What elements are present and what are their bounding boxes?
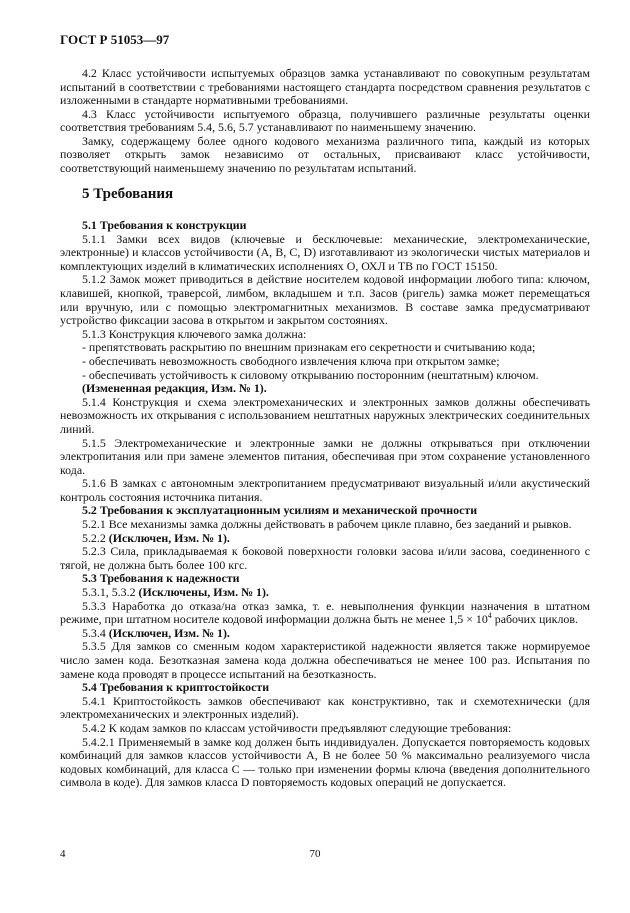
subsection-5-1-title: 5.1 Требования к конструкции <box>82 218 247 232</box>
bullet-item: - обеспечивать невозможность свободного извлечения ключа при открытом замке; <box>82 353 500 368</box>
paragraph-5-1-5: 5.1.5 Электромеханические и электронные замки не должны открываться при отключении электропитания или при замене элементов питания, обеспечивая при этом сохранение установленного кода. <box>60 435 590 477</box>
paragraph-5-3-4 <box>60 627 590 641</box>
paragraph-4-2: 4.2 Класс устойчивости испытуемых образцов замка устанавливают по совокупным результатам испытаний в соответствии с требованиями настоящего стандарта посредством сравнения результатов с изложенными в стандарте нормативными требованиями. <box>60 66 590 107</box>
section-title: 5 Требования <box>82 186 174 202</box>
page-number: 4 <box>60 848 66 860</box>
amendment-note: (Измененная редакция, Изм. № 1). <box>82 381 267 396</box>
paragraph-5-1-3: 5.1.3 Конструкция ключевого замка должна: <box>82 326 307 341</box>
clause-number: 5.2.2 <box>82 530 109 545</box>
clause-number: 5.3.1, 5.3.2 <box>82 585 139 600</box>
subsection-5-4-title: 5.4 Требования к криптостойкости <box>82 680 270 695</box>
exponent: 4 <box>487 611 492 621</box>
clause-number: 5.3.4 <box>82 625 109 640</box>
paragraph-multiple-mechanisms: Замку, содержащему более одного кодового механизма различного типа, каждый из которых позволяет открыть замок независимо от остальных, присваивают класс устойчивости, соответствующий наименьшему значению по результатам испытаний. <box>60 133 590 175</box>
paragraph-4-3: 4.3 Класс устойчивости испытуемого образца, получившего различные результаты оценки соответствия требованиям 5.4, 5.6, 5.7 устанавливают по наименьшему значению. <box>60 106 590 134</box>
paragraph-5-2-3: 5.2.3 Сила, прикладываемая к боковой поверхности головки засова и/или засова, соединенного с тягой, не должна быть более 100 кгс. <box>60 544 590 572</box>
bullet-item: - обеспечивать устойчивость к силовому открыванию посторонним (нештатным) ключом. <box>82 367 539 382</box>
paragraph-5-1-2: 5.1.2 Замок может приводиться в действие носителем кодовой информации любого типа: ключом, клавишей, кнопкой, траверсой, лимбом, вкладышем и т.п. Засов (ригель) замка может перемещаться или вручную, или с помощью электромагнитных механизмов. В составе замка предусматривают устройство фиксации засова в открытом и закрытом состояниях. <box>60 272 590 328</box>
center-page-number: 70 <box>309 848 321 860</box>
paragraph-5-4-2-1: 5.4.2.1 Применяемый в замке код должен быть индивидуален. Допускается повторяемость кодовых комбинаций для замков классов устойчивости А, В не более 50 % максимально реализуемого числа кодовых комбинаций, для класса С — только при изменении формы ключа (введения дополнительного символа в коде). Для замков класса D повторяемость кодовых операций не допускается. <box>60 734 590 790</box>
paragraph-5-1-1: 5.1.1 Замки всех видов (ключевые и бесключевые: механические, электромеханические, электронные) и классов устойчивости (A, B, C, D) изготавливают из экологически чистых материалов и комплектующих изделий в климатических исполнениях О, ОХЛ и ТВ по ГОСТ 15150. <box>60 231 590 273</box>
paragraph-5-4-2: 5.4.2 К кодам замков по классам устойчивости предъявляют следующие требования: <box>82 720 512 735</box>
paragraph-5-3-5: 5.3.5 Для замков со сменным кодом характеристикой надежности является также нормируемое число замен кода. Безотказная замена кода должна обеспечиваться не менее 100 раз. Испытания по замене кода проводят в процессе испытаний на безотказность. <box>60 639 590 681</box>
subsection-5-3-title: 5.3 Требования к надежности <box>82 571 240 586</box>
paragraph-5-2-1: 5.2.1 Все механизмы замка должны действовать в рабочем цикле плавно, без заеданий и рывков. <box>82 517 572 532</box>
text-part: 5.3.3 Наработка до отказа/на отказ замка, т. е. невыполнения функции назначения в штатном режиме, при штатном носителе кодовой информации должна быть не менее 1,5 × 10 <box>60 598 590 627</box>
excluded-note: (Исключен, Изм. № 1). <box>108 530 230 545</box>
requirements-section <box>60 219 590 790</box>
paragraph-5-1-4: 5.1.4 Конструкция и схема электромеханических и электронных замков должны обеспечивать невозможность их открывания с использованием нештатных наружных электрических соединительных линий. <box>60 394 590 436</box>
paragraph-5-3-3 <box>60 600 590 627</box>
excluded-note: (Исключен, Изм. № 1). <box>108 625 230 640</box>
intro-section <box>60 67 590 175</box>
paragraph-5-1-6: 5.1.6 В замках с автономным электропитанием предусматривают визуальный и/или акустический контроль состояния источника питания. <box>60 476 590 504</box>
paragraph-5-3-1 <box>60 586 590 600</box>
subsection-5-2-title: 5.2 Требования к эксплуатационным усилиям и механической прочности <box>82 503 478 518</box>
excluded-note: (Исключены, Изм. № 1). <box>138 585 269 600</box>
document-header: ГОСТ Р 51053—97 <box>60 32 170 47</box>
paragraph-5-2-2 <box>60 532 590 546</box>
paragraph-5-4-1: 5.4.1 Криптостойкость замков обеспечивают как конструктивно, так и схемотехнически (для электромеханических и электронных изделий). <box>60 693 590 722</box>
text-part: рабочих циклов. <box>491 612 578 627</box>
bullet-item: - препятствовать раскрытию по внешним признакам его секретности и считыванию кода; <box>82 340 536 355</box>
